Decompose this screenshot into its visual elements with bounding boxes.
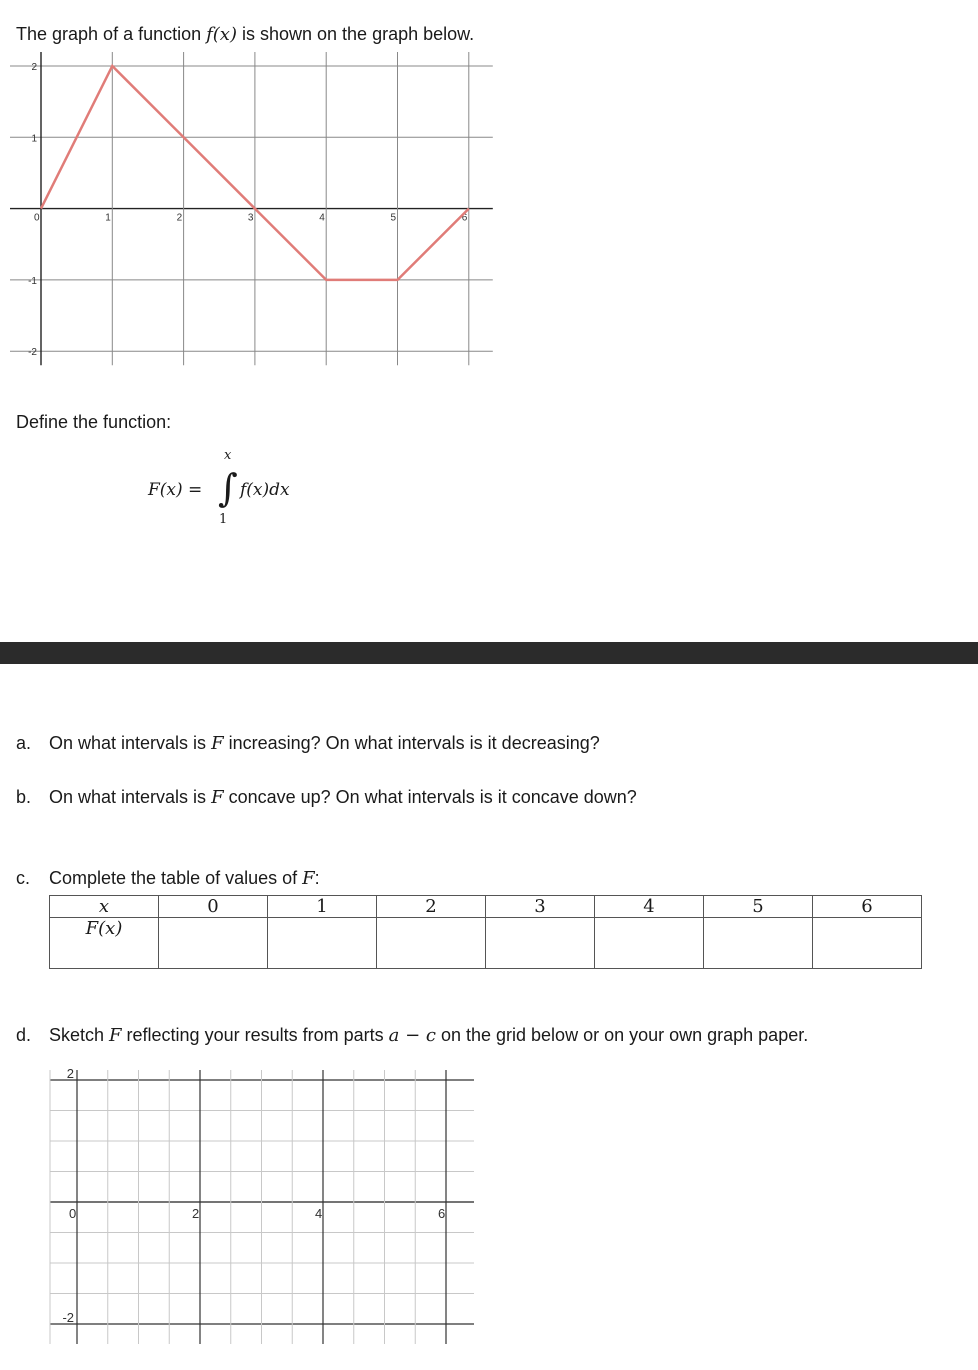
y-tick-label: 2 — [31, 62, 37, 73]
table-fx-cell[interactable] — [377, 918, 486, 969]
table-x-label: x — [50, 896, 159, 918]
question-d: d. Sketch F reflecting your results from parts a − c on the grid below or on your own graph paper. — [16, 1025, 809, 1046]
table-row-x — [50, 896, 922, 918]
x-tick-label: 4 — [319, 212, 325, 224]
intro-text: The graph of a function f(x) is shown on the graph below. — [16, 24, 475, 45]
x-tick-label: 5 — [390, 212, 397, 224]
table-x-value: 0 — [159, 896, 268, 918]
x-tick-label: 4 — [315, 1206, 323, 1221]
table-fx-label: F(x) — [50, 918, 159, 969]
x-tick-label: 0 — [69, 1206, 77, 1221]
y-tick-label: -2 — [28, 347, 37, 359]
section-divider — [0, 642, 978, 664]
x-tick-label: 6 — [438, 1206, 446, 1221]
x-tick-label: 2 — [192, 1206, 200, 1221]
integral-sign: ∫ — [218, 466, 238, 510]
question-a: a. On what intervals is F increasing? On what intervals is it decreasing? — [16, 733, 600, 754]
table-x-value: 6 — [813, 896, 922, 918]
formula-lhs: F(x) = — [148, 480, 203, 500]
define-text: Define the function: — [16, 412, 172, 432]
table-x-value: 2 — [377, 896, 486, 918]
y-tick-label: -2 — [62, 1310, 74, 1325]
y-tick-label: 1 — [31, 133, 37, 145]
question-c: c. Complete the table of values of F: — [16, 868, 320, 889]
x-tick-label: 2 — [176, 212, 183, 224]
table-fx-cell[interactable] — [595, 918, 704, 969]
integral-lower-limit: 1 — [219, 512, 228, 527]
table-x-value: 3 — [486, 896, 595, 918]
sketch-grid[interactable] — [0, 1065, 978, 1365]
fx-symbol: f(x) — [206, 24, 237, 45]
x-tick-label: 1 — [105, 212, 111, 224]
integral-formula — [148, 448, 348, 532]
integrand: f(x)dx — [240, 480, 290, 500]
x-tick-label: 3 — [247, 212, 254, 224]
values-table — [49, 895, 922, 969]
x-tick-label: 0 — [34, 212, 40, 224]
table-x-value: 4 — [595, 896, 704, 918]
table-fx-cell[interactable] — [159, 918, 268, 969]
x-tick-label: 6 — [461, 212, 468, 224]
question-b: b. On what intervals is F concave up? On what intervals is it concave down? — [16, 787, 637, 808]
function-graph — [0, 50, 978, 430]
y-tick-label: -1 — [28, 275, 37, 287]
table-x-value: 5 — [704, 896, 813, 918]
table-x-value: 1 — [268, 896, 377, 918]
table-row-fx — [50, 918, 922, 969]
table-fx-cell[interactable] — [486, 918, 595, 969]
table-fx-cell[interactable] — [704, 918, 813, 969]
table-fx-cell[interactable] — [268, 918, 377, 969]
table-fx-cell[interactable] — [813, 918, 922, 969]
y-tick-label: 2 — [66, 1066, 74, 1081]
integral-upper-limit: x — [224, 448, 232, 463]
